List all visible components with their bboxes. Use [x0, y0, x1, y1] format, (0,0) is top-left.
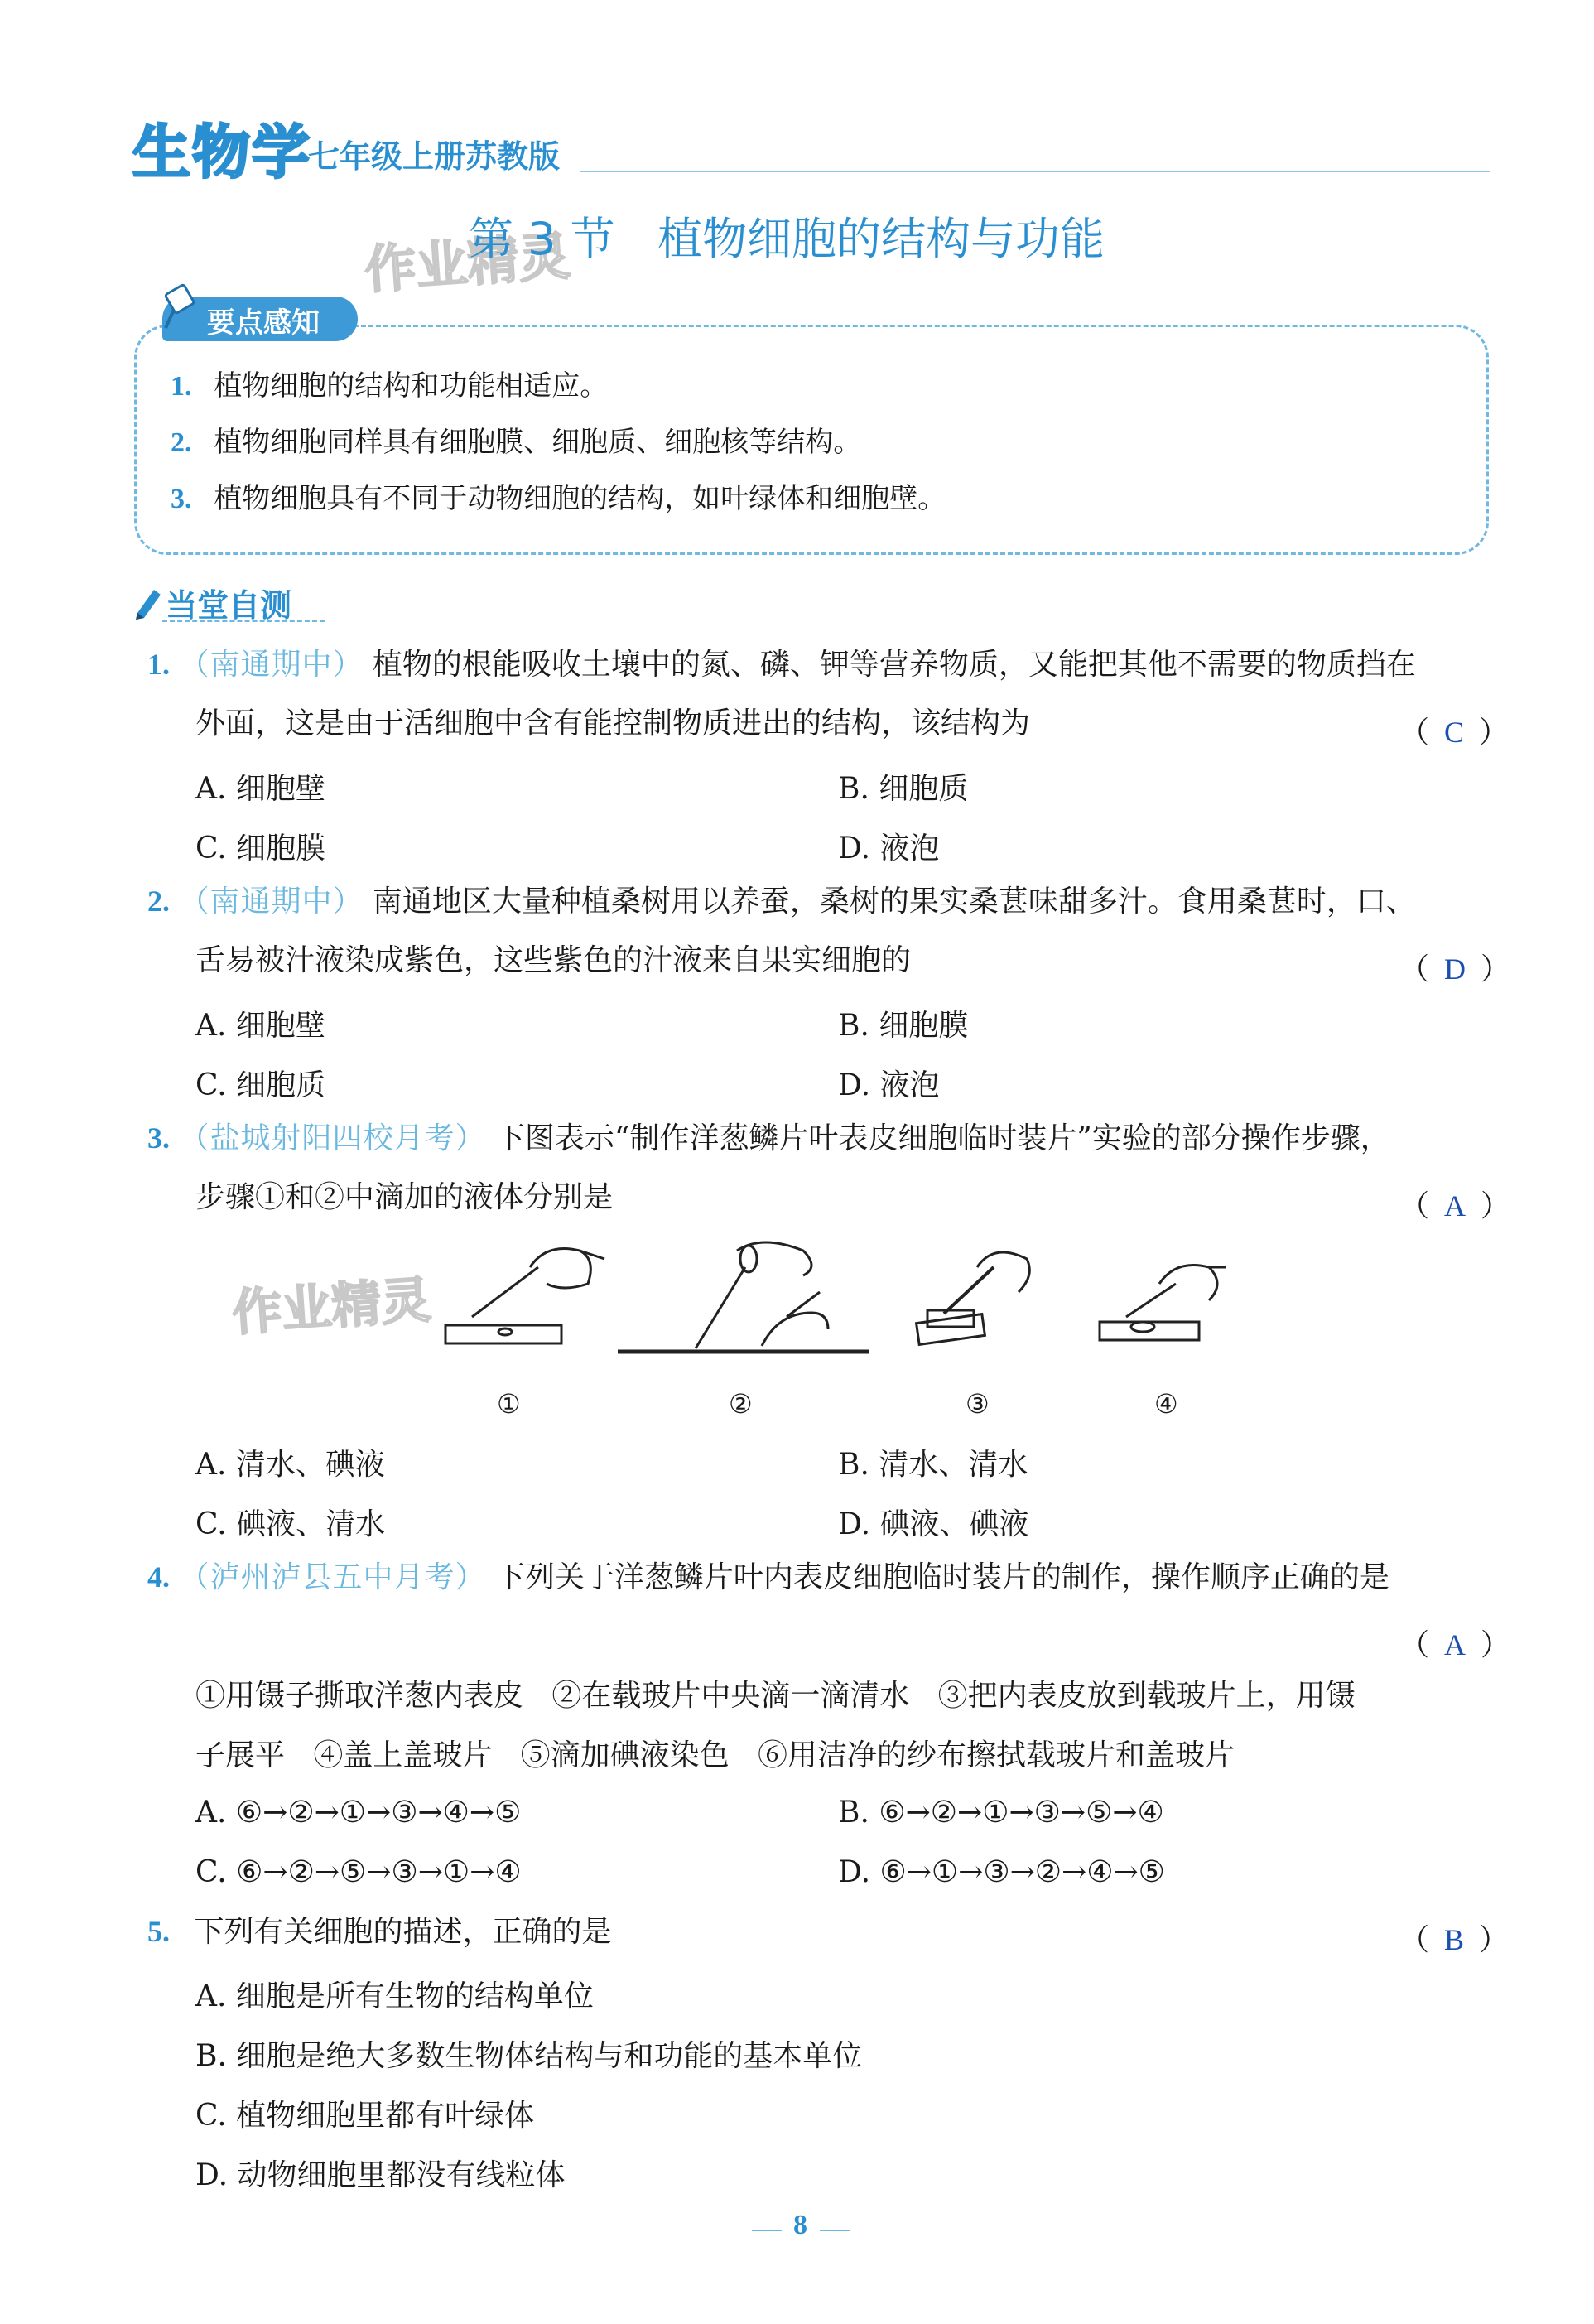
answer-letter: A: [1444, 1189, 1466, 1222]
question-num: 3.: [147, 1121, 170, 1155]
header-rule: [580, 171, 1490, 172]
question-1-line-1: [147, 646, 1416, 683]
key-point-text: 植物细胞具有不同于动物细胞的结构，如叶绿体和细胞壁。: [214, 482, 946, 515]
question-5-line-1: [147, 1913, 611, 1950]
answer-letter: A: [1444, 1628, 1466, 1661]
footer-dash-left: [752, 2230, 782, 2231]
question-4-option-c: C. ⑥→②→⑤→③→①→④: [195, 1855, 522, 1889]
question-num: 4.: [147, 1560, 170, 1594]
watermark: 作业精灵: [363, 225, 572, 301]
question-text: 下列有关细胞的描述，正确的是: [194, 1915, 612, 1949]
question-3-line-1: [147, 1120, 1390, 1157]
self-test-label: 当堂自测: [166, 587, 292, 624]
key-point-num: 2.: [171, 427, 192, 458]
key-points-label: 要点感知: [207, 306, 320, 340]
answer-letter: C: [1444, 716, 1465, 749]
header-grade: 七年级上册苏教版: [308, 138, 561, 175]
question-source: （南通期中）: [179, 648, 364, 682]
question-source: （泸州泸县五中月考）: [179, 1560, 486, 1594]
question-5-option-d: D. 动物细胞里都没有线粒体: [195, 2158, 566, 2192]
question-1-line-2: 外面，这是由于活细胞中含有能控制物质进出的结构，该结构为: [195, 706, 1031, 740]
watermark-figure: 作业精灵: [230, 1270, 433, 1343]
key-point-text: 植物细胞的结构和功能相适应。: [214, 369, 609, 403]
question-2-option-b: B. 细胞膜: [838, 1009, 969, 1043]
footer-dash-right: [820, 2230, 850, 2231]
question-num: 5.: [147, 1915, 170, 1948]
question-2-option-c: C. 细胞质: [195, 1068, 326, 1102]
question-num: 1.: [147, 648, 170, 681]
question-2-option-d: D. 液泡: [838, 1068, 940, 1102]
question-1-option-a: A. 细胞壁: [195, 772, 325, 806]
step-4-drawing: [1100, 1266, 1226, 1341]
question-1-answer-box: （ C ）: [1399, 716, 1510, 749]
key-point-num: 1.: [171, 371, 192, 402]
question-num: 2.: [147, 885, 170, 918]
question-source: （盐城射阳四校月考）: [179, 1121, 486, 1155]
pin-icon: [162, 283, 202, 333]
key-point-2: [171, 424, 861, 461]
question-1-option-b: B. 细胞质: [838, 772, 969, 806]
procedure-figure: [431, 1234, 1259, 1383]
question-2-option-a: A. 细胞壁: [195, 1009, 325, 1043]
question-text: 植物的根能吸收土壤中的氮、磷、钾等营养物质，又能把其他不需要的物质挡在: [372, 648, 1416, 682]
self-test-underline: [162, 620, 325, 622]
figure-label-4: ④: [1154, 1388, 1178, 1420]
page-number: 8: [793, 2210, 807, 2240]
question-3-option-a: A. 清水、碘液: [195, 1448, 385, 1482]
question-5-answer-box: （ B ）: [1399, 1923, 1510, 1956]
step-2-drawing: [618, 1242, 869, 1352]
step-1-drawing: [445, 1249, 604, 1344]
step-3-drawing: [917, 1252, 1030, 1344]
question-text: 下列关于洋葱鳞片叶内表皮细胞临时装片的制作，操作顺序正确的是: [494, 1560, 1389, 1594]
key-point-1: [171, 368, 608, 405]
question-3-answer-box: （ A ）: [1399, 1189, 1511, 1222]
question-4-answer-box: （ A ）: [1399, 1628, 1511, 1661]
question-5-option-c: C. 植物细胞里都有叶绿体: [195, 2099, 535, 2133]
header-subject: 生物学: [132, 118, 311, 186]
question-4-line-1: [147, 1559, 1389, 1596]
figure-label-1: ①: [497, 1388, 521, 1420]
figure-label-3: ③: [966, 1388, 990, 1420]
question-2-line-1: [147, 883, 1416, 920]
question-text: 南通地区大量种植桑树用以养蚕，桑树的果实桑葚味甜多汁。食用桑葚时，口、: [372, 885, 1416, 919]
question-text: 下图表示“制作洋葱鳞片叶表皮细胞临时装片”实验的部分操作步骤，: [494, 1121, 1390, 1155]
question-5-option-b: B. 细胞是绝大多数生物体结构与和功能的基本单位: [195, 2039, 863, 2073]
key-point-num: 3.: [171, 484, 192, 514]
question-2-answer-box: （ D ）: [1399, 952, 1511, 986]
question-4-option-b: B. ⑥→②→①→③→⑤→④: [838, 1796, 1164, 1830]
key-point-3: [171, 480, 946, 518]
answer-letter: B: [1444, 1923, 1465, 1956]
question-1-option-c: C. 细胞膜: [195, 832, 326, 865]
figure-label-2: ②: [729, 1388, 753, 1420]
question-4-option-d: D. ⑥→①→③→②→④→⑤: [838, 1855, 1165, 1889]
question-3-option-c: C. 碘液、清水: [195, 1507, 386, 1541]
question-1-option-d: D. 液泡: [838, 832, 940, 865]
question-4-line-4: 子展平 ④盖上盖玻片 ⑤滴加碘液染色 ⑥用洁净的纱布擦拭载玻片和盖玻片: [195, 1738, 1235, 1772]
question-5-option-a: A. 细胞是所有生物的结构单位: [195, 1979, 594, 2013]
key-point-text: 植物细胞同样具有细胞膜、细胞质、细胞核等结构。: [214, 426, 862, 459]
question-3-option-b: B. 清水、清水: [838, 1448, 1028, 1482]
question-source: （南通期中）: [179, 885, 364, 919]
pencil-icon: [132, 585, 166, 621]
question-3-option-d: D. 碘液、碘液: [838, 1507, 1029, 1541]
question-4-option-a: A. ⑥→②→①→③→④→⑤: [195, 1796, 522, 1830]
question-3-line-2: 步骤①和②中滴加的液体分别是: [195, 1180, 614, 1214]
answer-letter: D: [1444, 952, 1466, 986]
question-4-line-3: ①用镊子撕取洋葱内表皮 ②在载玻片中央滴一滴清水 ③把内表皮放到载玻片上，用镊: [195, 1679, 1356, 1713]
section-title: 第 3 节 植物细胞的结构与功能: [469, 213, 1105, 265]
question-2-line-2: 舌易被汁液染成紫色，这些紫色的汁液来自果实细胞的: [195, 943, 912, 977]
